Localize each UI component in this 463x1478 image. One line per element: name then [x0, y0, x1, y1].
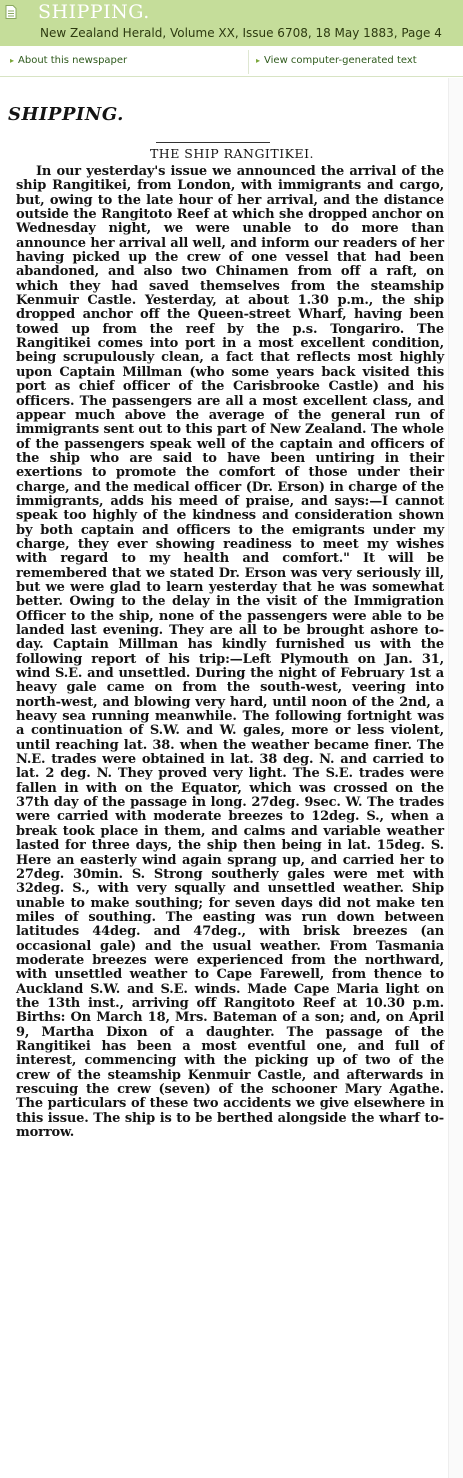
view-ocr-text-link[interactable]	[256, 55, 417, 66]
citation: New Zealand Herald, Volume XX, Issue 6708, 18 May 1883, Page 4	[40, 26, 442, 40]
newspaper-scan	[8, 100, 448, 1476]
view-ocr-text-label: View computer-generated text	[264, 55, 417, 66]
scrollbar-track[interactable]	[448, 78, 463, 1478]
link-divider	[248, 50, 249, 74]
article-body	[16, 165, 444, 1140]
article-paragraph: In our yesterday's issue we announced the arrival of the ship Rangitikei, from London, with immigrants and cargo, but, owing to the late hour of her arrival, and the distance outside the Rangitoto Reef at which she dropped anchor on Wednesday night, we were unable to do more than announce her arrival all well, and inform our readers of her having picked up the crew of one vessel that had been abandoned, and also two Chinamen from off a raft, on which they had saved themselves from the steamship Kenmuir Castle. Yesterday, at about 1.30 p.m., the ship dropped anchor off the Queen-street Wharf, having been towed up from the reef by the p.s. Tongariro. The Rangitikei comes into port in a most excellent condition, being scrupulously clean, a fact that reflects most highly upon Captain Millman (who some years back visited this port as chief officer of the Carisbrooke Castle) and his officers. The passengers are all a most excellent class, and appear much above the average of the general run of immigrants sent out to this part of New Zealand. The whole of the passengers speak well of the captain and officers of the ship who are said to have been untiring in their exertions to promote the comfort of those under their charge, and the medical officer (Dr. Erson) in charge of the immigrants, adds his meed of praise, and says:—I cannot speak too highly of the kindness and consideration shown by both captain and officers to the emigrants under my charge, they ever showing readiness to meet my wishes with regard to my health and comfort." It will be remembered that we stated Dr. Erson was very seriously ill, but we were glad to learn yesterday that he was somewhat better. Owing to the delay in the visit of the Immigration Officer to the ship, none of the passengers were able to be landed last evening. They are all to be brought ashore to-day. Captain Millman has kindly furnished us with the following report of his trip:—Left Plymouth on Jan. 31, wind S.E. and unsettled. During the night of February 1st a heavy gale came on from the south-west, veering into north-west, and blowing very hard, until noon of the 2nd, a heavy sea running meanwhile. The following fortnight was a continuation of S.W. and W. gales, more or less violent, until reaching lat. 38. when the weather became finer. The N.E. trades were obtained in lat. 38 deg. N. and carried to lat. 2 deg. N. They proved very light. The S.E. trades were fallen in with on the Equator, which was crossed on the 37th day of the passage in long. 27deg. 9sec. W. The trades were carried with moderate breezes to 12deg. S., when a break took place in them, and calms and variable weather lasted for three days, the ship then being in lat. 15deg. S. Here an easterly wind again sprang up, and carried her to 27deg. 30min. S. Strong southerly gales were met with 32deg. S., with very squally and unsettled weather. Ship unable to make southing; for seven days did not make ten miles of southing. The easting was run down between latitudes 44deg. and 47deg., with brisk breezes (an occasional gale) and the usual weather. From Tasmania moderate breezes were experienced from the northward, with unsettled weather to Cape Farewell, from thence to Auckland S.W. and S.E. winds. Made Cape Maria light on the 13th inst., arriving off Rangitoto Reef at 10.30 p.m. Births: On March 18, Mrs. Bateman of a son; and, on April 9, Martha Dixon of a daughter. The passage of the Rangitikei has been a most eventful one, and full of interest, commencing with the picking up of two of the crew of the steamship Kenmuir Castle, and afterwards in rescuing the crew (seven) of the schooner Mary Agathe. The particulars of these two accidents we give elsewhere in this issue. The ship is to be berthed alongside the wharf to-morrow.	[16, 164, 444, 1141]
section-heading: SHIPPING.	[8, 104, 124, 125]
headline-rule	[156, 142, 270, 143]
page-title: SHIPPING.	[38, 1, 150, 23]
article-headline: THE SHIP RANGITIKEI.	[149, 146, 315, 161]
triangle-right-icon: ▸	[10, 56, 15, 65]
triangle-right-icon: ▸	[256, 56, 261, 65]
document-icon	[5, 5, 17, 19]
link-bar	[0, 46, 463, 77]
about-newspaper-label: About this newspaper	[18, 55, 128, 66]
about-newspaper-link[interactable]	[10, 55, 127, 66]
header-bar	[0, 0, 463, 46]
